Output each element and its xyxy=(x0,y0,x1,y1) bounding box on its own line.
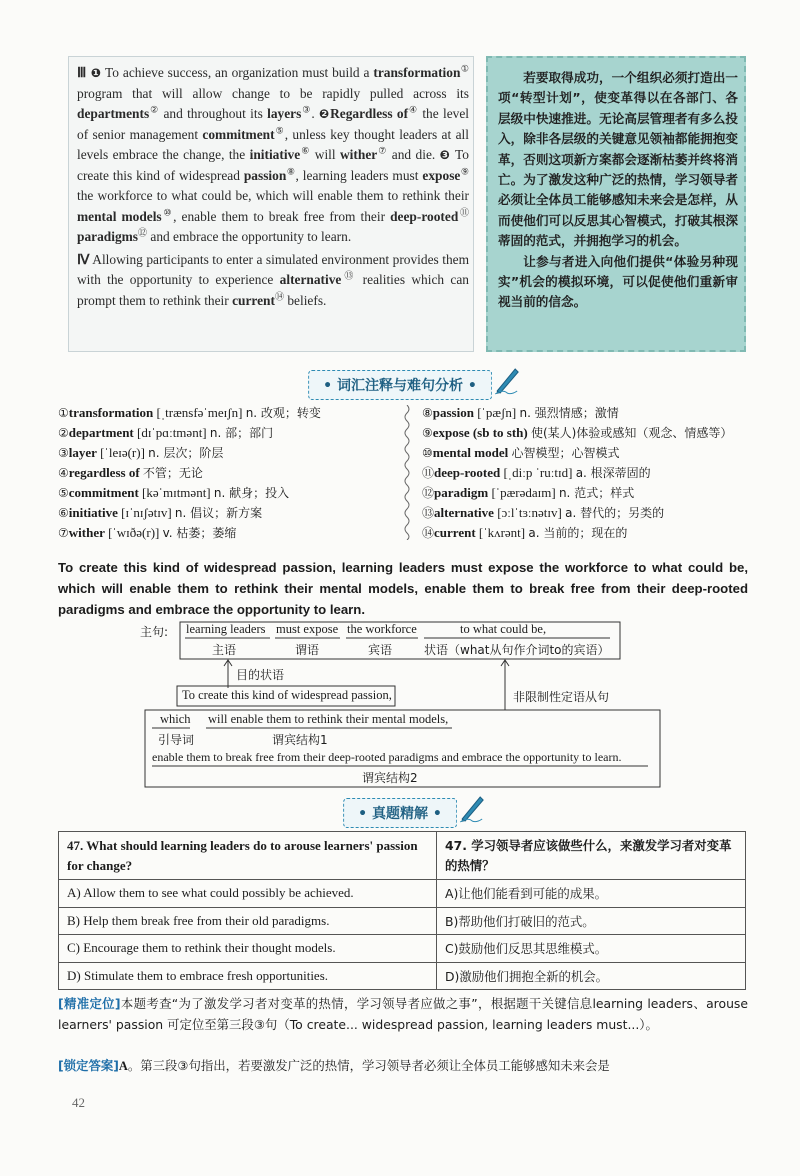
locate-text: 本题考查“为了激发学习者对变革的热情，学习领导者应做之事”，根据题干关键信息learning leaders、arouse learners' passion 可定位至第三段③句（To create... widespread passion, learning leaders must...）。 xyxy=(58,996,748,1032)
object-label: 宾语 xyxy=(368,643,393,657)
english-passage-box xyxy=(68,56,474,352)
text-run: realities which can prompt them to rethink their xyxy=(77,272,469,308)
vocab-item xyxy=(58,423,398,443)
vocab-item xyxy=(422,463,762,483)
text-run: and die. xyxy=(387,147,440,162)
footnote-mark: ⑤ xyxy=(274,125,285,136)
vocab-item xyxy=(422,483,762,503)
vocab-column-left xyxy=(58,403,398,543)
pen-icon xyxy=(458,793,486,823)
vocab-section-heading xyxy=(308,370,492,400)
vocab-word: paradigm xyxy=(434,485,489,500)
vocab-number: ⑤ xyxy=(58,486,69,500)
vocab-item xyxy=(58,403,398,423)
vocab-word: passion xyxy=(432,405,474,420)
keyword: current xyxy=(232,292,275,308)
vocab-number: ⑬ xyxy=(422,506,435,520)
vocab-definition: v. 枯萎；萎缩 xyxy=(162,526,237,540)
vocab-definition: a. 替代的；另类的 xyxy=(565,506,665,520)
vo2-label: 谓宾结构2 xyxy=(362,771,418,785)
vocab-item xyxy=(422,503,762,523)
vocab-number: ⑫ xyxy=(422,486,435,500)
vocab-word: deep-rooted xyxy=(434,465,501,480)
relative-clause-label: 非限制性定语从句 xyxy=(513,690,610,704)
vocab-pronunciation: [ˌdiːp ˈruːtɪd] xyxy=(500,465,576,480)
which-word: which xyxy=(160,712,191,726)
vocab-number: ⑩ xyxy=(422,446,433,460)
vocab-item xyxy=(422,523,762,543)
vocab-number: ⑦ xyxy=(58,526,69,540)
answer-letter: A xyxy=(118,1059,128,1073)
vocab-pronunciation: [dɪˈpɑːtmənt] xyxy=(133,425,210,440)
keyword: departments xyxy=(77,106,150,121)
text-run: and throughout its xyxy=(159,106,268,121)
vocab-word: commitment xyxy=(68,485,139,500)
option-cn: C)鼓励他们反思其思维模式。 xyxy=(437,935,746,963)
keyword: transformation xyxy=(373,65,461,80)
vocab-number: ③ xyxy=(58,446,69,460)
vocab-divider xyxy=(403,405,411,540)
vocab-pronunciation: [ˈpæʃn] xyxy=(473,405,520,420)
option-en: B) Help them break free from their old paradigms. xyxy=(59,907,437,935)
vocab-number: ⑪ xyxy=(422,466,435,480)
vocab-word: regardless of xyxy=(68,465,140,480)
verb-label: 谓语 xyxy=(295,643,320,657)
vo2-part: enable them to xyxy=(152,750,223,764)
vocab-item xyxy=(422,423,762,443)
translation-paragraph-4: 让参与者进入向他们提供“体验另种现实”机会的模拟环境，可以促使他们重新审视当前的信念。 xyxy=(498,253,738,310)
vocabulary-list xyxy=(58,403,758,543)
vocab-column-right xyxy=(422,403,762,543)
text-run: , enable them to break free from their xyxy=(173,208,391,224)
verb-phrase: must expose xyxy=(276,622,339,636)
text-run: , learning leaders must xyxy=(295,167,423,183)
exam-heading-text: • 真题精解 • xyxy=(358,806,442,822)
vocab-word: department xyxy=(68,425,134,440)
vocab-number: ⑭ xyxy=(422,526,435,540)
footnote-mark: ⑨ xyxy=(460,166,469,177)
vocab-item xyxy=(58,483,398,503)
text-run: To achieve success, an organization must build a xyxy=(101,65,374,80)
vocab-pronunciation: [ˈleɪə(r)] xyxy=(96,445,149,460)
vocab-item xyxy=(58,463,398,483)
vocab-word: current xyxy=(434,525,476,540)
option-cn: B)帮助他们打破旧的范式。 xyxy=(437,907,746,935)
vocab-definition: n. 层次；阶层 xyxy=(148,446,224,460)
footnote-mark: ⑦ xyxy=(377,145,388,156)
footnote-mark: ⑫ xyxy=(138,227,148,238)
footnote-mark: ⑩ xyxy=(161,207,174,218)
adverbial-label: 状语（what从句作介词to的宾语） xyxy=(424,643,610,657)
question-en: 47. What should learning leaders do to arouse learners' passion for change? xyxy=(59,832,437,880)
vocab-definition: n. 献身；投入 xyxy=(213,486,290,500)
footnote-mark: ⑪ xyxy=(458,207,469,218)
vo1-phrase: will enable them to rethink their mental models, xyxy=(208,712,449,726)
vocab-item xyxy=(58,523,398,543)
para-label: Ⅳ xyxy=(77,251,90,267)
keyword: paradigms xyxy=(77,229,139,244)
chinese-translation xyxy=(498,68,738,313)
option-row xyxy=(59,935,746,963)
keyword: layers xyxy=(267,106,302,121)
sentence-marker: ❶ xyxy=(90,66,102,80)
adverbial-phrase: to what could be, xyxy=(460,622,547,636)
vocab-item xyxy=(422,403,762,423)
page-number: 42 xyxy=(72,1095,85,1110)
vocab-pronunciation: [ˌtrænsfəˈmeɪʃn] xyxy=(153,405,246,420)
chinese-translation-box xyxy=(486,56,746,352)
vocab-definition: n. 部；部门 xyxy=(209,426,274,440)
option-cn: A)让他们能看到可能的成果。 xyxy=(437,880,746,908)
keyword: Regardless of xyxy=(330,106,409,121)
keyword: alternative xyxy=(279,272,342,287)
text-run: program that will allow change to be rapidly pulled across its xyxy=(77,85,469,101)
sentence-marker: ❷ xyxy=(318,107,331,121)
keyword: initiative xyxy=(249,147,301,162)
vocab-definition: n. 范式；样式 xyxy=(558,486,635,500)
option-row xyxy=(59,907,746,935)
option-cn: D)激励他们拥抱全新的机会。 xyxy=(437,962,746,990)
vocab-pronunciation: [ˈwɪðə(r)] xyxy=(104,525,163,540)
vocab-definition: n. 改观；转变 xyxy=(245,406,321,420)
vo2-part: break free from their deep-rooted paradigms xyxy=(225,750,439,764)
option-en: C) Encourage them to rethink their thought models. xyxy=(59,935,437,963)
text-run: , unless key thought leaders at all levels embrace the change, the xyxy=(77,126,469,162)
text-run: and embrace the opportunity to learn. xyxy=(147,229,352,244)
keyword: commitment xyxy=(202,126,275,142)
vocab-definition: n. 强烈情感；激情 xyxy=(519,406,619,420)
vocab-item xyxy=(422,443,762,463)
question-cn: 47. 学习领导者应该做些什么，来激发学习者对变革的热情？ xyxy=(437,832,746,880)
option-row xyxy=(59,962,746,990)
vocab-definition: a. 根深蒂固的 xyxy=(575,466,651,480)
exam-question-table xyxy=(58,831,746,990)
keyword: deep-rooted xyxy=(390,208,459,224)
purpose-phrase: To create this kind of widespread passion, xyxy=(182,688,392,702)
vocab-number: ④ xyxy=(58,466,69,480)
vocab-word: wither xyxy=(68,525,105,540)
text-run: beliefs. xyxy=(283,292,327,308)
translation-paragraph-3: 若要取得成功，一个组织必须打造出一项“转型计划”，使变革得以在各部门、各层级中快速推进。无论高层管理者有多么投入，除非各层级的关键意见领袖都能拥抱变革，否则这项新方案都会逐渐枯萎并终将消亡。为了激发这种广泛的热情，学习领导者必须让全体员工能够感知未来会是怎样，从而使他们可以反思其心智模式，打破其根深蒂固的范式，并拥抱学习的机会。 xyxy=(498,70,738,249)
answer-analysis xyxy=(58,1055,748,1077)
vocab-item xyxy=(58,503,398,523)
vocab-pronunciation: [ɪˈnɪʃətɪv] xyxy=(117,505,175,520)
vocab-pronunciation: [ˈpærədaɪm] xyxy=(488,485,559,500)
paragraph-3 xyxy=(77,63,469,248)
purpose-label: 目的状语 xyxy=(236,668,285,682)
vocab-item xyxy=(58,443,398,463)
vocab-pronunciation: [ˈkʌrənt] xyxy=(475,525,529,540)
vocab-word: initiative xyxy=(68,505,118,520)
vocab-word: expose (sb to sth) xyxy=(432,425,528,440)
exam-section-heading xyxy=(343,798,457,828)
question-row xyxy=(59,832,746,880)
footnote-mark: ④ xyxy=(408,104,419,115)
vocab-number: ⑧ xyxy=(422,406,433,420)
vocab-pronunciation: [ɔːlˈtɜːnətɪv] xyxy=(493,505,566,520)
vocab-number: ② xyxy=(58,426,69,440)
vocab-definition: a. 当前的；现在的 xyxy=(528,526,628,540)
option-en: A) Allow them to see what could possibly be achieved. xyxy=(59,880,437,908)
footnote-mark: ① xyxy=(460,63,470,74)
vocab-number: ⑥ xyxy=(58,506,69,520)
vo2-phrase xyxy=(152,750,621,765)
footnote-mark: ⑥ xyxy=(300,145,311,156)
text-run: will xyxy=(310,147,341,162)
text-run: . xyxy=(311,106,319,121)
vocab-word: layer xyxy=(68,445,97,460)
vocab-word: mental model xyxy=(432,445,509,460)
vocab-number: ⑨ xyxy=(422,426,433,440)
footnote-mark: ② xyxy=(149,104,160,115)
keyword: mental models xyxy=(77,208,162,224)
key-sentence: To create this kind of widespread passion, learning leaders must expose the workforce to what could be, which will enable them to rethink their mental models, enable them to break free from their deep-rooted paradigms and embrace the opportunity to learn. xyxy=(58,560,748,617)
option-en: D) Stimulate them to embrace fresh opportunities. xyxy=(59,962,437,990)
para-label: Ⅲ xyxy=(77,65,87,80)
english-passage xyxy=(77,63,469,311)
vocab-definition: n. 倡议；新方案 xyxy=(174,506,263,520)
pen-icon xyxy=(493,365,521,395)
footnote-mark: ⑬ xyxy=(341,270,357,281)
sentence-marker: ❸ xyxy=(439,148,451,162)
vocab-definition: 不管；无论 xyxy=(142,466,203,480)
text-run: the workforce to what could be, which will enable them to rethink their xyxy=(77,188,469,203)
footnote-mark: ⑭ xyxy=(274,291,284,302)
answer-text: 。第三段③句指出，若要激发广泛的热情，学习领导者必须让全体员工能够感知未来会是 xyxy=(127,1058,610,1073)
vocab-word: transformation xyxy=(68,405,154,420)
subject-label: 主语 xyxy=(212,643,237,657)
sentence-structure-diagram xyxy=(140,620,680,790)
guide-word-label: 引导词 xyxy=(158,733,195,747)
object-phrase: the workforce xyxy=(347,622,417,636)
vocab-number: ① xyxy=(58,406,69,420)
keyword: passion xyxy=(243,167,287,183)
text-run: To create this kind of widespread xyxy=(77,147,469,183)
footnote-mark: ⑧ xyxy=(286,166,296,177)
locate-tag: [精准定位] xyxy=(58,996,121,1011)
vocab-heading-text: • 词汇注释与难句分析 • xyxy=(323,378,477,394)
footnote-mark: ③ xyxy=(301,104,312,115)
subject-phrase: learning leaders xyxy=(186,622,266,636)
vo1-label: 谓宾结构1 xyxy=(272,733,328,747)
answer-tag: [锁定答案] xyxy=(58,1058,119,1073)
paragraph-4 xyxy=(77,250,469,312)
main-clause-label: 主句: xyxy=(140,625,169,639)
vocab-word: alternative xyxy=(434,505,494,520)
vocab-definition: 使(某人)体验或感知（观念、情感等） xyxy=(531,426,733,440)
text-run: the level of senior management xyxy=(77,106,469,142)
vocab-definition: 心智模型；心智模式 xyxy=(511,446,620,460)
vocab-pronunciation: [kəˈmɪtmənt] xyxy=(138,485,214,500)
locate-analysis xyxy=(58,993,748,1035)
text-run: Allowing participants to enter a simulated environment provides them with the opportunity to experience xyxy=(77,251,470,287)
option-row xyxy=(59,880,746,908)
vo2-part: and embrace the opportunity to learn. xyxy=(441,750,622,764)
keyword: expose xyxy=(422,167,461,183)
keyword: wither xyxy=(340,147,378,162)
